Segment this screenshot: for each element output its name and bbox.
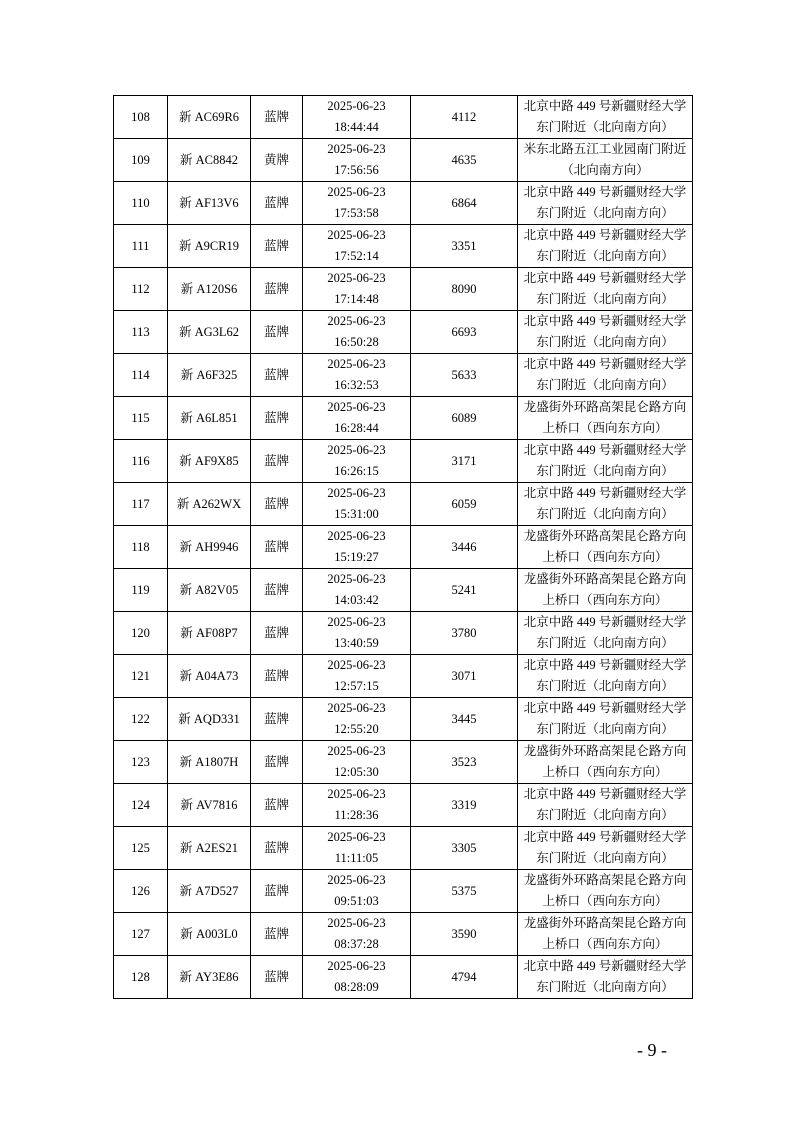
row-index-cell: 121 — [114, 655, 168, 698]
timestamp-time: 17:14:48 — [334, 292, 379, 306]
location-line-1: 北京中路 449 号新疆财经大学 — [523, 314, 687, 328]
row-index-cell: 118 — [114, 526, 168, 569]
row-index-cell: 112 — [114, 268, 168, 311]
table-row — [114, 655, 693, 698]
table-row — [114, 956, 693, 999]
records-table-body — [114, 96, 693, 999]
record-id-cell: 6089 — [411, 397, 518, 440]
timestamp-date: 2025-06-23 — [327, 744, 386, 758]
table-row — [114, 741, 693, 784]
plate-number-cell: 新 A2ES21 — [168, 827, 251, 870]
location-line-1: 龙盛街外环路高架昆仑路方向 — [523, 744, 687, 758]
table-row — [114, 569, 693, 612]
location-cell — [518, 139, 693, 182]
row-index-cell: 115 — [114, 397, 168, 440]
plate-color-cell: 蓝牌 — [251, 956, 303, 999]
timestamp-time: 16:28:44 — [334, 421, 379, 435]
record-id-cell: 5375 — [411, 870, 518, 913]
plate-number-cell: 新 A9CR19 — [168, 225, 251, 268]
timestamp-cell — [303, 913, 411, 956]
plate-number-cell: 新 A1807H — [168, 741, 251, 784]
location-line-1: 北京中路 449 号新疆财经大学 — [523, 99, 687, 113]
table-row — [114, 311, 693, 354]
location-line-1: 龙盛街外环路高架昆仑路方向 — [523, 529, 687, 543]
location-line-1: 北京中路 449 号新疆财经大学 — [523, 486, 687, 500]
location-line-2: 东门附近（北向南方向） — [536, 808, 674, 822]
location-line-2: 上桥口（西向东方向） — [542, 765, 668, 779]
timestamp-date: 2025-06-23 — [327, 443, 386, 457]
record-id-cell: 4794 — [411, 956, 518, 999]
location-line-1: 龙盛街外环路高架昆仑路方向 — [523, 916, 687, 930]
plate-color-cell: 蓝牌 — [251, 870, 303, 913]
location-line-1: 北京中路 449 号新疆财经大学 — [523, 615, 687, 629]
timestamp-time: 15:31:00 — [334, 507, 379, 521]
timestamp-time: 08:28:09 — [334, 980, 379, 994]
timestamp-date: 2025-06-23 — [327, 185, 386, 199]
table-row — [114, 526, 693, 569]
timestamp-time: 17:53:58 — [334, 206, 379, 220]
plate-color-cell: 蓝牌 — [251, 182, 303, 225]
plate-number-cell: 新 AY3E86 — [168, 956, 251, 999]
location-cell — [518, 870, 693, 913]
plate-number-cell: 新 AF9X85 — [168, 440, 251, 483]
location-line-2: 上桥口（西向东方向） — [542, 421, 668, 435]
timestamp-time: 15:19:27 — [334, 550, 379, 564]
location-line-1: 龙盛街外环路高架昆仑路方向 — [523, 400, 687, 414]
record-id-cell: 3523 — [411, 741, 518, 784]
location-cell — [518, 440, 693, 483]
timestamp-time: 16:50:28 — [334, 335, 379, 349]
location-cell — [518, 956, 693, 999]
timestamp-cell — [303, 440, 411, 483]
table-row — [114, 612, 693, 655]
plate-number-cell: 新 A6L851 — [168, 397, 251, 440]
location-line-2: 东门附近（北向南方向） — [536, 335, 674, 349]
table-row — [114, 268, 693, 311]
table-row — [114, 397, 693, 440]
timestamp-date: 2025-06-23 — [327, 916, 386, 930]
row-index-cell: 124 — [114, 784, 168, 827]
plate-color-cell: 蓝牌 — [251, 397, 303, 440]
location-line-1: 北京中路 449 号新疆财经大学 — [523, 357, 687, 371]
plate-number-cell: 新 AC8842 — [168, 139, 251, 182]
location-line-2: 上桥口（西向东方向） — [542, 894, 668, 908]
timestamp-time: 12:05:30 — [334, 765, 379, 779]
timestamp-time: 17:52:14 — [334, 249, 379, 263]
row-index-cell: 123 — [114, 741, 168, 784]
table-row — [114, 354, 693, 397]
row-index-cell: 117 — [114, 483, 168, 526]
plate-number-cell: 新 AQD331 — [168, 698, 251, 741]
location-cell — [518, 354, 693, 397]
plate-color-cell: 蓝牌 — [251, 913, 303, 956]
row-index-cell: 125 — [114, 827, 168, 870]
timestamp-cell — [303, 311, 411, 354]
plate-color-cell: 蓝牌 — [251, 354, 303, 397]
location-line-1: 北京中路 449 号新疆财经大学 — [523, 443, 687, 457]
plate-number-cell: 新 A82V05 — [168, 569, 251, 612]
records-table — [113, 95, 693, 999]
plate-color-cell: 蓝牌 — [251, 96, 303, 139]
plate-color-cell: 蓝牌 — [251, 655, 303, 698]
record-id-cell: 3446 — [411, 526, 518, 569]
timestamp-date: 2025-06-23 — [327, 486, 386, 500]
plate-number-cell: 新 AG3L62 — [168, 311, 251, 354]
timestamp-time: 08:37:28 — [334, 937, 379, 951]
location-cell — [518, 913, 693, 956]
location-cell — [518, 741, 693, 784]
timestamp-cell — [303, 96, 411, 139]
record-id-cell: 3305 — [411, 827, 518, 870]
plate-color-cell: 黄牌 — [251, 139, 303, 182]
location-cell — [518, 784, 693, 827]
timestamp-cell — [303, 741, 411, 784]
row-index-cell: 110 — [114, 182, 168, 225]
timestamp-cell — [303, 526, 411, 569]
timestamp-date: 2025-06-23 — [327, 529, 386, 543]
timestamp-date: 2025-06-23 — [327, 830, 386, 844]
row-index-cell: 114 — [114, 354, 168, 397]
location-line-2: （北向南方向） — [561, 163, 649, 177]
location-line-2: 东门附近（北向南方向） — [536, 507, 674, 521]
location-line-2: 东门附近（北向南方向） — [536, 120, 674, 134]
plate-color-cell: 蓝牌 — [251, 827, 303, 870]
plate-color-cell: 蓝牌 — [251, 741, 303, 784]
location-line-2: 东门附近（北向南方向） — [536, 206, 674, 220]
location-cell — [518, 612, 693, 655]
location-cell — [518, 268, 693, 311]
plate-color-cell: 蓝牌 — [251, 612, 303, 655]
record-id-cell: 5633 — [411, 354, 518, 397]
timestamp-date: 2025-06-23 — [327, 400, 386, 414]
location-cell — [518, 569, 693, 612]
plate-color-cell: 蓝牌 — [251, 569, 303, 612]
table-row — [114, 182, 693, 225]
table-row — [114, 870, 693, 913]
record-id-cell: 3319 — [411, 784, 518, 827]
location-line-2: 上桥口（西向东方向） — [542, 593, 668, 607]
location-line-1: 北京中路 449 号新疆财经大学 — [523, 185, 687, 199]
record-id-cell: 3171 — [411, 440, 518, 483]
location-line-2: 东门附近（北向南方向） — [536, 378, 674, 392]
table-row — [114, 698, 693, 741]
timestamp-date: 2025-06-23 — [327, 615, 386, 629]
record-id-cell: 3590 — [411, 913, 518, 956]
record-id-cell: 3780 — [411, 612, 518, 655]
timestamp-time: 11:11:05 — [334, 851, 379, 865]
location-line-2: 东门附近（北向南方向） — [536, 464, 674, 478]
location-cell — [518, 397, 693, 440]
timestamp-cell — [303, 612, 411, 655]
timestamp-date: 2025-06-23 — [327, 959, 386, 973]
location-cell — [518, 182, 693, 225]
location-line-1: 北京中路 449 号新疆财经大学 — [523, 787, 687, 801]
plate-color-cell: 蓝牌 — [251, 698, 303, 741]
row-index-cell: 120 — [114, 612, 168, 655]
table-row — [114, 440, 693, 483]
location-cell — [518, 827, 693, 870]
record-id-cell: 3071 — [411, 655, 518, 698]
timestamp-cell — [303, 827, 411, 870]
plate-color-cell: 蓝牌 — [251, 483, 303, 526]
plate-number-cell: 新 AH9946 — [168, 526, 251, 569]
timestamp-time: 17:56:56 — [334, 163, 379, 177]
row-index-cell: 109 — [114, 139, 168, 182]
timestamp-date: 2025-06-23 — [327, 228, 386, 242]
timestamp-time: 16:32:53 — [334, 378, 379, 392]
row-index-cell: 128 — [114, 956, 168, 999]
timestamp-date: 2025-06-23 — [327, 701, 386, 715]
plate-number-cell: 新 A6F325 — [168, 354, 251, 397]
timestamp-cell — [303, 354, 411, 397]
timestamp-cell — [303, 655, 411, 698]
location-line-1: 米东北路五江工业园南门附近 — [523, 142, 687, 156]
timestamp-cell — [303, 268, 411, 311]
location-line-2: 东门附近（北向南方向） — [536, 980, 674, 994]
record-id-cell: 8090 — [411, 268, 518, 311]
record-id-cell: 4112 — [411, 96, 518, 139]
timestamp-date: 2025-06-23 — [327, 271, 386, 285]
location-line-2: 东门附近（北向南方向） — [536, 636, 674, 650]
timestamp-time: 13:40:59 — [334, 636, 379, 650]
record-id-cell: 3351 — [411, 225, 518, 268]
location-line-1: 龙盛街外环路高架昆仑路方向 — [523, 873, 687, 887]
table-row — [114, 913, 693, 956]
record-id-cell: 6864 — [411, 182, 518, 225]
timestamp-time: 12:55:20 — [334, 722, 379, 736]
timestamp-time: 11:28:36 — [334, 808, 379, 822]
plate-color-cell: 蓝牌 — [251, 311, 303, 354]
plate-color-cell: 蓝牌 — [251, 268, 303, 311]
timestamp-date: 2025-06-23 — [327, 314, 386, 328]
plate-color-cell: 蓝牌 — [251, 225, 303, 268]
record-id-cell: 3445 — [411, 698, 518, 741]
plate-number-cell: 新 A120S6 — [168, 268, 251, 311]
timestamp-time: 09:51:03 — [334, 894, 379, 908]
location-line-1: 北京中路 449 号新疆财经大学 — [523, 959, 687, 973]
row-index-cell: 126 — [114, 870, 168, 913]
location-line-2: 东门附近（北向南方向） — [536, 851, 674, 865]
location-cell — [518, 655, 693, 698]
row-index-cell: 111 — [114, 225, 168, 268]
plate-number-cell: 新 AF13V6 — [168, 182, 251, 225]
timestamp-cell — [303, 483, 411, 526]
row-index-cell: 108 — [114, 96, 168, 139]
plate-number-cell: 新 AC69R6 — [168, 96, 251, 139]
row-index-cell: 127 — [114, 913, 168, 956]
timestamp-cell — [303, 956, 411, 999]
timestamp-cell — [303, 569, 411, 612]
timestamp-date: 2025-06-23 — [327, 658, 386, 672]
timestamp-cell — [303, 397, 411, 440]
location-cell — [518, 96, 693, 139]
location-line-1: 北京中路 449 号新疆财经大学 — [523, 228, 687, 242]
row-index-cell: 116 — [114, 440, 168, 483]
location-line-1: 北京中路 449 号新疆财经大学 — [523, 271, 687, 285]
timestamp-time: 16:26:15 — [334, 464, 379, 478]
plate-color-cell: 蓝牌 — [251, 784, 303, 827]
plate-number-cell: 新 AF08P7 — [168, 612, 251, 655]
row-index-cell: 119 — [114, 569, 168, 612]
location-line-2: 东门附近（北向南方向） — [536, 292, 674, 306]
location-line-2: 上桥口（西向东方向） — [542, 937, 668, 951]
location-line-1: 北京中路 449 号新疆财经大学 — [523, 658, 687, 672]
location-line-1: 北京中路 449 号新疆财经大学 — [523, 830, 687, 844]
timestamp-date: 2025-06-23 — [327, 572, 386, 586]
timestamp-date: 2025-06-23 — [327, 873, 386, 887]
table-row — [114, 139, 693, 182]
table-row — [114, 225, 693, 268]
location-line-2: 东门附近（北向南方向） — [536, 722, 674, 736]
record-id-cell: 4635 — [411, 139, 518, 182]
plate-number-cell: 新 A7D527 — [168, 870, 251, 913]
location-cell — [518, 225, 693, 268]
record-id-cell: 6693 — [411, 311, 518, 354]
table-row — [114, 827, 693, 870]
record-id-cell: 6059 — [411, 483, 518, 526]
location-line-2: 东门附近（北向南方向） — [536, 679, 674, 693]
table-row — [114, 483, 693, 526]
location-cell — [518, 526, 693, 569]
table-row — [114, 96, 693, 139]
record-id-cell: 5241 — [411, 569, 518, 612]
location-cell — [518, 698, 693, 741]
row-index-cell: 122 — [114, 698, 168, 741]
plate-number-cell: 新 A262WX — [168, 483, 251, 526]
location-cell — [518, 311, 693, 354]
timestamp-date: 2025-06-23 — [327, 142, 386, 156]
plate-color-cell: 蓝牌 — [251, 526, 303, 569]
location-line-2: 上桥口（西向东方向） — [542, 550, 668, 564]
timestamp-cell — [303, 698, 411, 741]
timestamp-time: 18:44:44 — [334, 120, 379, 134]
page-number: - 9 - — [637, 1040, 667, 1060]
timestamp-time: 14:03:42 — [334, 593, 379, 607]
timestamp-cell — [303, 784, 411, 827]
timestamp-cell — [303, 870, 411, 913]
timestamp-cell — [303, 139, 411, 182]
location-line-2: 东门附近（北向南方向） — [536, 249, 674, 263]
location-line-1: 北京中路 449 号新疆财经大学 — [523, 701, 687, 715]
row-index-cell: 113 — [114, 311, 168, 354]
timestamp-date: 2025-06-23 — [327, 357, 386, 371]
location-line-1: 龙盛街外环路高架昆仑路方向 — [523, 572, 687, 586]
timestamp-cell — [303, 182, 411, 225]
plate-number-cell: 新 A003L0 — [168, 913, 251, 956]
timestamp-time: 12:57:15 — [334, 679, 379, 693]
timestamp-date: 2025-06-23 — [327, 787, 386, 801]
plate-number-cell: 新 A04A73 — [168, 655, 251, 698]
timestamp-date: 2025-06-23 — [327, 99, 386, 113]
plate-color-cell: 蓝牌 — [251, 440, 303, 483]
timestamp-cell — [303, 225, 411, 268]
plate-number-cell: 新 AV7816 — [168, 784, 251, 827]
table-row — [114, 784, 693, 827]
location-cell — [518, 483, 693, 526]
